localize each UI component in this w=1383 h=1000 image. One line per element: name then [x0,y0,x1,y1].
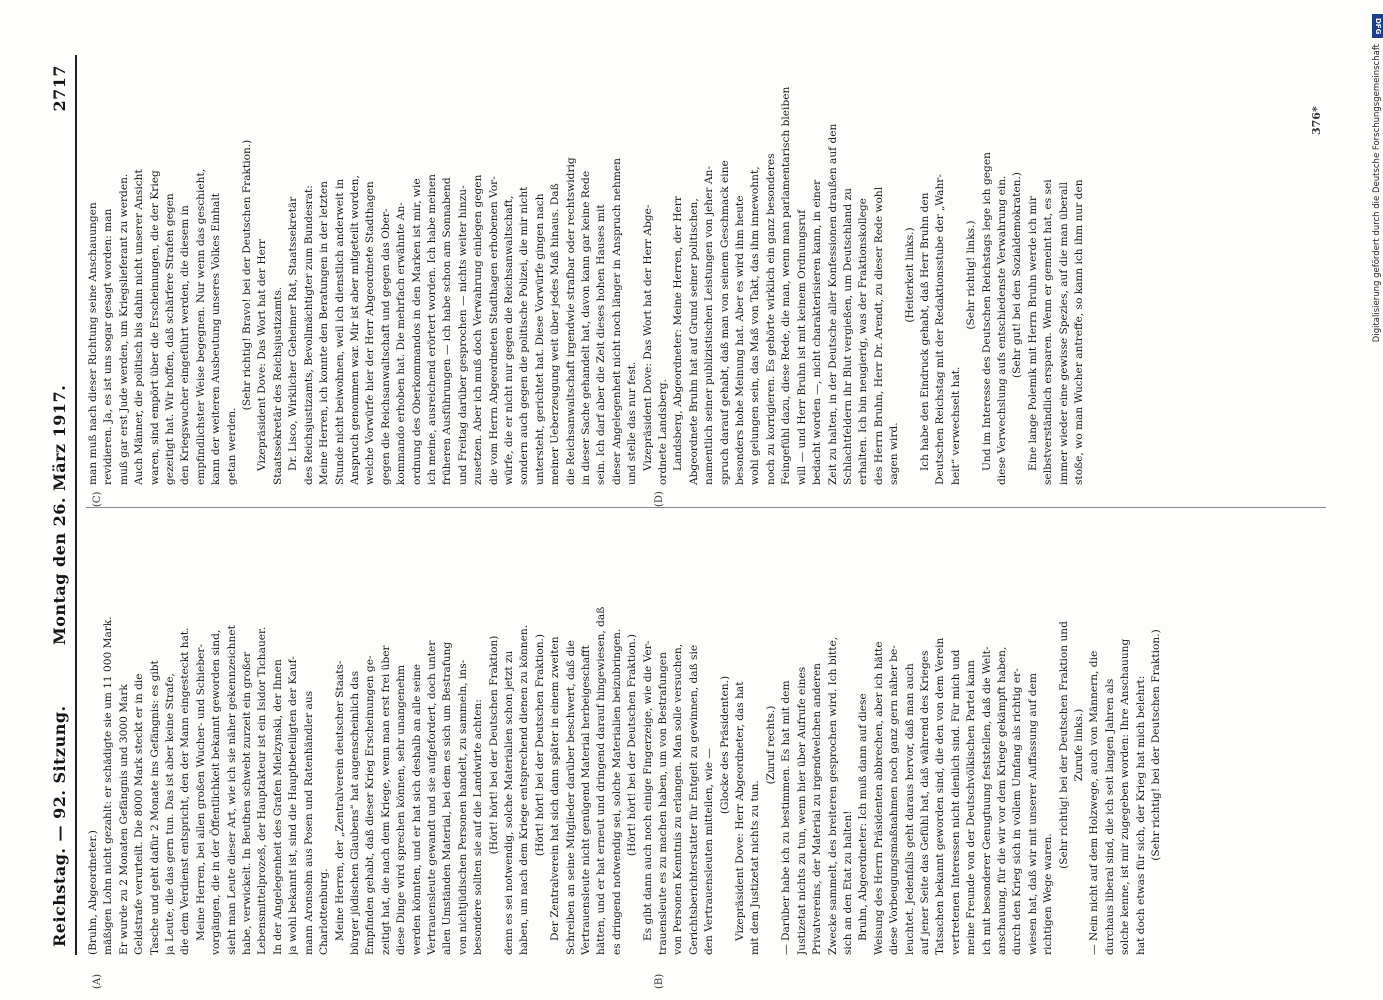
text-line: diese Vorbeugungsmaßnahmen noch ganz gern näher be- [888,645,901,955]
text-line: dieser Angelegenheit nicht noch länger in Anspruch nehmen [610,158,623,485]
text-line: spruch darauf gehabt, daß man von seinem Geschmack eine [718,160,731,485]
digitization-credit: Digitalisierung gefördert durch die Deutsche Forschungsgemeinschaft [1372,44,1382,343]
text-line: — Nein nicht auf dem Holzwege, auch von Männern, die [1088,650,1101,955]
text-line: Meine Herren, ich konnte den Beratungen in der letzten [318,180,331,485]
text-line: Lebensmittelprozeß, der Hauptakteur ist ein Isidor Tichauer. [256,626,269,955]
text-line: stoße, wo man Wucher antreffe, so kann ich ihm nur den [1073,179,1085,485]
text-line: Tasche und geht dafür 2 Monate ins Gefängnis: es gibt [148,660,161,955]
text-line: Er wurde zu 2 Monaten Gefängnis und 3000 Mark [117,684,130,955]
text-line: besondere sollten sie auf die Landwirte achten: [472,699,485,955]
text-line: Schlachtfeldern ihr Blut vergießen, um Deutschland zu [841,188,854,485]
text-line: Geldstrafe verurteilt. Die 8000 Mark steckt er in die [133,673,146,955]
header-date: Montag den 26. März 1917. [50,384,69,645]
right-column [86,65,1331,485]
text-line: (Hört! hört! bei der Deutschen Fraktion) [487,635,500,855]
text-line: Vizepräsident Dove: Herr Abgeordneter, das hat [734,681,747,941]
text-line: Vertrauensleute nicht genügend Material herbeigeschafft [580,645,592,955]
text-line: von nichtjüdischen Personen handelt, zu sammeln, ins- [456,659,469,955]
text-line: haben, um nach dem Kriege entsprechend dienen zu können. [518,624,531,955]
rotated-sheet [48,55,1338,989]
text-line: zusetzen. Aber ich muß doch Verwahrung einlegen gegen [472,174,485,485]
text-line: sieht man Leute dieser Art, wie ich sie näher gekennzeichnet [225,625,238,955]
text-line: den Vertrauensleuten mitteilen, wie — [703,748,716,955]
text-line: hätten, und er hat erneut und dringend darauf hingewiesen, daß [595,606,608,955]
text-line: Bruhn, Abgeordneter: Ich muß dann auf diese [857,693,870,941]
text-line: Tatsachen bekannt geworden sind, die den von dem Verein [934,637,947,955]
text-line: Meine Herren, bei allen großen Wucher- und Schieber- [194,643,207,941]
text-line: Vertrauensleute gewandt und sie aufgefordert, doch unter [425,640,438,955]
text-line: des Herrn Bruhn, Herr Dr. Arendt, zu dieser Rede wohl [872,186,885,485]
text-line: in dieser Sache gehandelt hat, davon kann gar keine Rede [580,170,592,485]
text-line: Und im Interesse des Deutschen Reichstags lege ich gegen [980,152,993,471]
text-line: (Hört! hört! bei der Deutschen Fraktion.) [533,633,546,857]
text-line: Privatvereins, der Material zu irgendwelchen anderen [811,663,824,955]
text-line: solche kenne, ist mir zugegeben worden: Ihre Anschauung [1119,638,1132,955]
text-line: den Kriegswucher eingeführt werden, die diesem in [179,205,192,485]
text-line: wiesen hat, daß wir mit unserer Auffassung auf dem [1026,673,1039,955]
text-line: Dr. Lisco, Wirklicher Geheimer Rat, Staatssekretär [287,196,300,471]
text-line: (Zuruf rechts.) [764,705,777,785]
text-line: kann der weiteren Ausbeutung unseres Volkes Einhalt [210,193,223,485]
text-line: Auch Männer, die politisch bis dahin nicht unserer Ansicht [133,169,146,485]
header-session: Reichstag. — 92. Sitzung. [50,705,69,947]
text-line: Zeit zu halten, in der Deutsche aller Konfessionen draußen auf den [826,123,839,485]
text-line: Stunde nicht beiwohnen, weil ich dienstlich anderweit in [333,178,346,485]
text-line: welche Vorwürfe hier der Herr Abgeordnete Stadthagen [364,181,377,485]
text-line: sondern auch gegen die politische Polizei, die mir nicht [518,186,531,485]
page-number: 2717 [50,65,69,112]
text-line: allen Umständen Material, bei dem es sich um Bestrafung [441,641,454,955]
text-line: diese Verwechslung aufs entschiedenste Verwahrung ein. [995,175,1008,485]
text-line: Gerichtsberichterstatter für Entgelt zu gewinnen, daß sie [687,644,700,955]
text-line: (Heiterkeit links.) [903,227,916,323]
margin-marker-b: (B) [654,973,665,989]
text-line: sein. Ich darf aber die Zeit dieses hohen Hauses mit [595,204,608,485]
text-line: empfindlichster Weise begegnen. Nur wenn das geschieht, [194,168,207,485]
text-line: Vizepräsident Dove: Das Wort hat der Herr Abge- [641,204,654,471]
text-line: bedacht worden —, nicht charakterisieren kann, in einer [811,179,824,485]
text-line: man muß nach dieser Richtung seine Anschauungen [87,202,99,485]
text-line: ja Leute, die das gern tun. Das ist aber keine Strafe, [164,673,177,955]
text-line: Es gibt dann auch noch einige Fingerzeige, wie die Ver- [641,640,654,941]
text-line: hat doch etwas für sich, der Krieg hat mich belehrt: [1134,675,1147,955]
text-line: meiner Ueberzeugung weit über jedes Maß hinaus. Daß [549,183,562,485]
left-column [86,535,1331,955]
text-line: Zwecke sammelt, des breiteren gesprochen wird. Ich bitte, [826,636,839,955]
text-line: bürger jüdischen Glaubens“ hat augenscheinlich das [348,670,361,955]
text-line: die Reichsanwaltschaft irgendwie strafbar oder rechtswidrig [564,157,577,485]
text-line: Eine lange Polemik mit Herrn Bruhn werde ich mir [1026,196,1039,471]
text-line: waren, sind empört über die Erscheinungen, die der Krieg [148,170,161,485]
text-line: denn es sei notwendig, solche Materialien schon jetzt zu [502,650,515,955]
text-line: namentlich seiner publizistischen Leistungen von jeher An- [703,166,716,485]
text-line: vertretenen Interessen nicht dienlich sind. Für mich und [949,649,962,955]
text-line: Ich habe den Eindruck gehabt, daß Herr Bruhn den [918,192,931,471]
text-line: will — und Herr Bruhn ist mit keinem Ordnungsruf [795,209,808,485]
text-line: erhalten. Ich bin neugierig, was der Fraktionskollege [857,198,870,485]
text-line: Landsberg, Abgeordneter: Meine Herren, der Herr [672,196,685,471]
text-line: richtigen Wege waren. [1042,833,1055,955]
text-line: immer wieder eine gewisse Spezies, auf die man überall [1057,181,1070,485]
text-line: die vom Herrn Abgeordneten Stadthagen erhobenen Vor- [487,176,500,485]
column-divider [86,507,1326,508]
digitization-sidebar [1372,14,1383,994]
text-line: habe, verwickelt. In Beuthen schwebt zurzeit ein großer [241,651,254,955]
text-line: (Sehr richtig! bei der Deutschen Fraktion und [1057,621,1070,869]
text-line: Abgeordnete Bruhn hat auf Grund seiner politischen, [687,198,700,485]
text-line: wohl gelungen sein, das Maß von Takt, das ihm innewohnt, [749,166,762,485]
text-line: mit dem Justizetat nichts zu tun. [749,780,762,955]
text-line: auf jener Seite das Gefühl hat, daß während des Krieges [918,650,931,955]
text-line: besonders hohe Meinung hat. Aber es wird ihm heute [734,195,747,485]
text-line: sich an den Etat zu halten! [841,810,854,955]
header-rule [75,55,77,955]
text-line: ordnung des Oberkommandos in den Marken ist mir, wie [410,178,423,485]
text-line: würfe, die er nicht nur gegen die Reichsanwaltschaft, [502,195,515,485]
text-line: von Personen Kenntnis zu erlangen. Man solle versuchen, [672,643,685,955]
text-line: Empfinden gehabt, daß dieser Krieg Erscheinungen ge- [364,655,377,955]
text-line: die dem Verdienst entspricht, den der Mann eingesteckt hat. [179,627,192,955]
text-line: Schreiben an seine Mitglieder darüber beschwert, daß die [564,640,577,955]
text-line: (Hört! hört! bei der Deutschen Fraktion.) [626,633,639,857]
text-line: durch den Krieg sich in vollem Umfang als richtig er- [1011,668,1024,955]
text-line: noch zu korrigieren. Es gehörte wirklich ein ganz besonderes [764,153,777,485]
text-line: (Glocke des Präsidenten.) [718,675,731,815]
text-line: zeitigt hat, die nach dem Kriege, wenn man erst frei über [379,645,392,955]
text-line: ja wohl bekannt ist, sind die Hauptbeteiligten der Kauf- [287,656,300,955]
text-line: früheren Ausführungen — ich habe schon am Sonnabend [441,177,454,485]
text-line: In der Angelegenheit des Grafen Mielzynski, der Ihnen [271,659,284,955]
text-line: ordnete Landsberg. [657,379,670,485]
margin-marker-c: (C) [92,491,103,507]
text-line: mäßigen Lohn nicht gezahlt: er schädigte sie um 11 000 Mark. [102,616,115,955]
text-line: kommando erhoben hat. Die mehrfach erwähnte An- [395,202,408,485]
text-line: ich meine, ausreichend erörtert worden. Ich habe meinen [425,174,438,485]
text-line: Charlottenburg. [318,868,331,955]
text-line: Weisung des Herrn Präsidenten abbrechen, aber ich hätte [872,641,885,955]
text-line: Vizepräsident Dove: Das Wort hat der Herr [256,239,269,471]
text-line: des Reichsjustizamts, Bevollmächtigter zum Bundesrat: [302,185,315,485]
text-line: Deutschen Reichstag mit der Redaktionsstube der „Wahr- [934,174,947,485]
text-line: gegen die Reichsanwaltschaft und gegen das Ober- [379,208,392,485]
margin-marker-a: (A) [92,973,103,989]
text-line: werden könnten, und er hat sich deshalb an alle seine [410,664,423,955]
text-line: (Bruhn, Abgeordneter.) [87,830,99,955]
signature-mark: 376* [1310,106,1323,135]
text-line: und Freitag darüber gesprochen — nichts weiter hinzu- [456,185,469,485]
text-line: durchaus liberal sind, die ich seit langen Jahren als [1103,678,1116,955]
text-line: Anspruch genommen war. Mir ist aber mitgeteilt worden, [348,175,361,485]
dfg-logo: DFG [1372,14,1383,38]
text-line: Meine Herren, der „Zentralverein deutscher Staats- [333,660,346,941]
text-line: revidieren. Ja, es ist uns sogar gesagt worden: man [102,208,115,485]
text-line: ich mit besonderer Genugtuung feststellen, daß die Welt- [980,646,993,955]
text-line: getan werden. [225,407,238,485]
text-line: Feingefühl dazu, diese Rede, die man, wenn man parlamentarisch bleiben [780,86,793,485]
text-line: (Sehr gut! bei den Sozialdemokraten.) [1011,172,1024,378]
text-line: — Darüber habe ich zu bestimmen. Es hat mit dem [780,680,793,955]
text-line: Staatssekretär des Reichsjustizamts. [271,286,284,485]
text-line: (Sehr richtig! links.) [965,220,978,330]
text-line: (Sehr richtig! bei der Deutschen Fraktion.) [1150,629,1163,861]
page-header [48,55,78,955]
text-line: heit“ verwechselt hat. [949,366,962,485]
text-line: diese Dinge wird sprechen können, sehr unangenehm [395,664,408,955]
text-line: trauensleute es zu machen haben, um von Bestrafungen [657,652,670,955]
text-line: Justizetat nichts zu tun, wenn hier über Aufrufe eines [795,666,808,955]
text-line: Zurufe links.) [1073,708,1085,782]
text-line: vorgängen, die in der Öffentlichkeit bekannt geworden sind, [210,629,223,955]
margin-marker-d: (D) [654,491,665,507]
text-line: gezeitigt hat. Wir hoffen, daß schärfere Strafen gegen [164,193,177,485]
text-line: untersteht, gerichtet hat. Diese Vorwürfe gingen nach [533,193,546,485]
text-line: muß gar erst Jude werden, um Kriegslieferant zu werden. [117,173,130,485]
text-line: meine Freunde von der Deutschvölkischen Partei kann [965,660,978,955]
text-line: und stelle das nur fest. [626,361,639,485]
text-line: Der Zentralverein hat sich dann später in einem zweiten [549,636,562,941]
text-line: es dringend notwendig sei, solche Materialien beizubringen. [610,628,623,955]
text-line: leuchtet. Jedenfalls geht daraus hervor, daß man auch [903,663,916,955]
text-line: mann Aronsohn aus Posen und Ratenhändler aus [302,690,315,955]
text-line: selbstverständlich ersparen. Wenn er gemeint hat, es sei [1042,179,1055,485]
text-line: (Sehr richtig! Bravo! bei der Deutschen Fraktion.) [241,139,254,411]
text-line: anschauung, für die wir vor dem Kriege gekämpft haben, [995,646,1008,955]
text-line: sagen wird. [888,422,901,485]
